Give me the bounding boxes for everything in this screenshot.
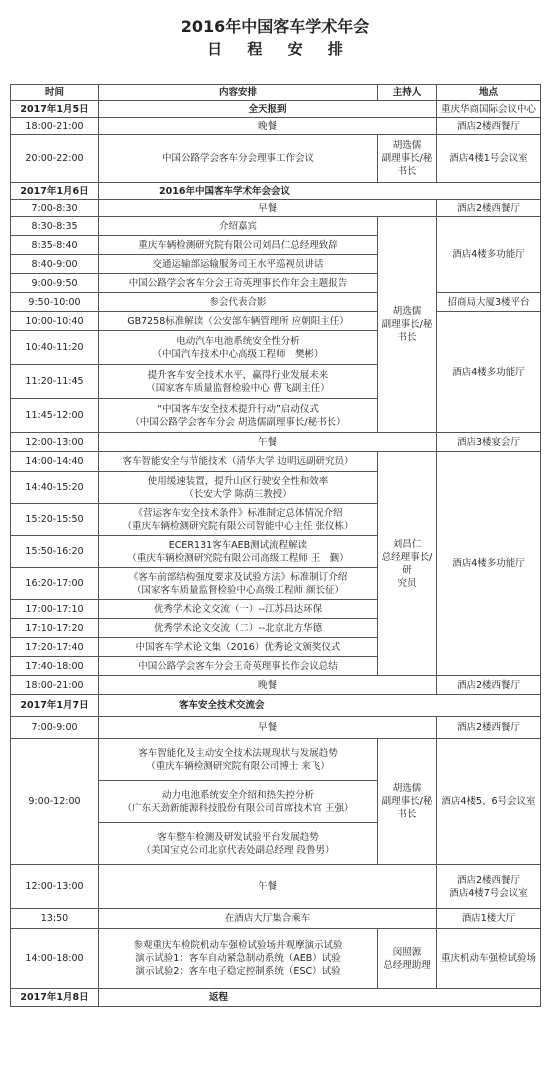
content-cell: 早餐 [99, 200, 437, 217]
table-header-row [11, 85, 541, 101]
day-label: 全天报到 [99, 101, 437, 118]
content-line: 参观重庆车检院机动车强检试验场并观摩演示试验 [133, 940, 343, 951]
content-line: 演示试验1：客车自动紧急制动系统（AEB）试验 [135, 953, 341, 964]
time-cell: 16:20-17:00 [11, 568, 99, 600]
content-line: （国家客车质量监督检验中心高级工程师 颜长征） [131, 584, 345, 596]
day-label: 客车安全技术交流会 [99, 695, 541, 717]
content-cell: 早餐 [99, 717, 437, 739]
host-line: 总经理助理 [383, 959, 431, 971]
content-line: （中国公路学会客车分会 胡选儒副理事长/秘书长） [130, 416, 346, 428]
time-cell: 10:00-10:40 [11, 312, 99, 331]
content-cell: 客车智能安全与节能技术（清华大学 边明远副研究员） [99, 452, 378, 472]
host-line: 总经理事长/研 [381, 551, 433, 576]
time-cell: 9:00-9:50 [11, 274, 99, 293]
content-cell [99, 929, 378, 989]
table-row [11, 676, 541, 695]
header-host: 主持人 [378, 85, 437, 101]
content-cell [99, 536, 378, 568]
time-cell: 9:50-10:00 [11, 293, 99, 312]
time-cell: 14:00-14:40 [11, 452, 99, 472]
host-line: 刘昌仁 [392, 538, 422, 550]
time-cell: 7:00-9:00 [11, 717, 99, 739]
time-cell: 9:00-12:00 [11, 739, 99, 865]
venue-cell [437, 865, 541, 909]
host-line: 副理事长/秘 [381, 319, 433, 330]
venue-cell: 酒店2楼西餐厅 [437, 118, 541, 135]
time-cell: 8:30-8:35 [11, 217, 99, 236]
content-line: 客车整车检测及研发试验平台发展趋势 [157, 831, 319, 843]
time-cell: 7:00-8:30 [11, 200, 99, 217]
time-cell: 18:00-21:00 [11, 118, 99, 135]
time-cell: 17:00-17:10 [11, 600, 99, 619]
venue-line: 酒店2楼西餐厅 [456, 874, 521, 886]
time-cell: 17:40-18:00 [11, 657, 99, 676]
table-row [11, 135, 541, 183]
content-cell: 晚餐 [99, 118, 437, 135]
time-cell: 8:40-9:00 [11, 255, 99, 274]
content-cell: 重庆车辆检测研究院有限公司刘昌仁总经理致辞 [99, 236, 378, 255]
content-cell [99, 568, 378, 600]
content-cell: 中国公路学会客车分会理事工作会议 [99, 135, 378, 183]
day-date: 2017年1月6日 [11, 183, 99, 200]
time-cell: 14:40-15:20 [11, 472, 99, 504]
venue-cell: 招商局大厦3楼平台 [437, 293, 541, 312]
host-cell [378, 135, 437, 183]
content-cell: 介绍嘉宾 [99, 217, 378, 236]
host-line: 闵照源 [392, 946, 422, 958]
time-cell: 14:00-18:00 [11, 929, 99, 989]
time-cell: 15:50-16:20 [11, 536, 99, 568]
content-line: （长安大学 陈荫三教授） [184, 488, 292, 500]
day-row [11, 695, 541, 717]
day-row [11, 183, 541, 200]
host-line: 书长 [397, 809, 417, 820]
venue-cell: 酒店2楼西餐厅 [437, 676, 541, 695]
content-cell: 优秀学术论文交流（一）--江苏昌达环保 [99, 600, 378, 619]
venue-cell: 酒店2楼西餐厅 [437, 717, 541, 739]
venue-cell: 酒店4楼多功能厅 [437, 452, 541, 676]
content-cell: 参会代表合影 [99, 293, 378, 312]
day-date: 2017年1月5日 [11, 101, 99, 118]
host-line: 副理事长/秘 [381, 796, 433, 807]
time-cell: 8:35-8:40 [11, 236, 99, 255]
document-subtitle: 日 程 安 排 [207, 40, 353, 58]
content-cell [99, 504, 378, 536]
content-cell [99, 472, 378, 504]
content-cell: 晚餐 [99, 676, 437, 695]
table-row [11, 865, 541, 909]
venue-cell: 酒店4楼多功能厅 [437, 217, 541, 293]
content-line: ECER131客车AEB测试流程解读 [168, 539, 308, 551]
host-cell [378, 929, 437, 989]
content-line: （重庆车辆检测研究院有限公司博士 来飞） [146, 760, 330, 772]
content-line: （国家客车质量监督检验中心 曹飞副主任） [146, 382, 330, 394]
content-line: 客车智能化及主动安全技术法规现状与发展趋势 [138, 747, 338, 759]
venue-cell: 酒店1楼大厅 [437, 909, 541, 929]
venue-line: 酒店4楼7号会议室 [449, 887, 528, 899]
content-line: （重庆车辆检测研究院有限公司智能中心主任 张仪栋） [122, 520, 354, 532]
time-cell: 17:20-17:40 [11, 638, 99, 657]
content-cell: 优秀学术论文交流（二）--北京北方华德 [99, 619, 378, 638]
table-row [11, 739, 541, 781]
content-cell: 午餐 [99, 433, 437, 452]
header-venue: 地点 [437, 85, 541, 101]
table-row [11, 433, 541, 452]
content-cell: 中国公路学会客车分会王奇英理事长作年会主题报告 [99, 274, 378, 293]
content-line: 电动汽车电池系统安全性分析 [176, 335, 300, 347]
day-venue: 重庆华商国际会议中心 [437, 101, 541, 118]
content-cell: 中国客车学术论文集（2016）优秀论文颁奖仪式 [99, 638, 378, 657]
time-cell: 18:00-21:00 [11, 676, 99, 695]
day-date: 2017年1月8日 [11, 989, 99, 1007]
header-content: 内容安排 [99, 85, 378, 101]
content-cell [99, 331, 378, 365]
content-cell: 午餐 [99, 865, 437, 909]
venue-cell: 酒店4楼5、6号会议室 [437, 739, 541, 865]
host-cell [378, 217, 437, 433]
schedule-table [10, 84, 541, 1007]
table-row [11, 717, 541, 739]
content-cell [99, 399, 378, 433]
table-row [11, 200, 541, 217]
host-line: 副理事长/秘 [381, 153, 433, 164]
table-row [11, 293, 541, 312]
time-cell: 13:50 [11, 909, 99, 929]
time-cell: 11:45-12:00 [11, 399, 99, 433]
content-line: 《营运客车安全技术条件》标准制定总体情况介绍 [133, 507, 343, 519]
day-row [11, 989, 541, 1007]
content-line: （广东天劲新能源科技股份有限公司首席技术官 王强） [122, 802, 354, 814]
content-cell: 在酒店大厅集合乘车 [99, 909, 437, 929]
content-line: 演示试验2：客车电子稳定控制系统（ESC）试验 [135, 966, 341, 977]
content-line: 使用缓速装置，提升山区行驶安全性和效率 [147, 475, 329, 487]
table-row [11, 118, 541, 135]
header-time: 时间 [11, 85, 99, 101]
content-cell: 交通运输部运输服务司王水平巡视员讲话 [99, 255, 378, 274]
day-label: 返程 [99, 989, 541, 1007]
time-cell: 12:00-13:00 [11, 865, 99, 909]
content-line: “中国客车安全技术提升行动”启动仪式 [157, 403, 319, 415]
venue-cell: 酒店3楼宴会厅 [437, 433, 541, 452]
host-line: 胡选儒 [392, 783, 422, 794]
time-cell: 11:20-11:45 [11, 365, 99, 399]
day-date: 2017年1月7日 [11, 695, 99, 717]
content-cell [99, 365, 378, 399]
venue-cell: 重庆机动车强检试验场 [437, 929, 541, 989]
content-line: （重庆车辆检测研究院有限公司高级工程师 王 觐） [127, 552, 349, 564]
content-line: 《客车前部结构强度要求及试验方法》标准制订介绍 [128, 571, 348, 583]
time-cell: 15:20-15:50 [11, 504, 99, 536]
content-cell [99, 823, 378, 865]
time-cell: 10:40-11:20 [11, 331, 99, 365]
content-line: 动力电池系统安全介绍和热失控分析 [161, 789, 314, 801]
content-line: （中国汽车技术中心高级工程师 樊彬） [152, 348, 324, 360]
time-cell: 12:00-13:00 [11, 433, 99, 452]
document-title: 2016年中国客车学术年会 [180, 17, 370, 36]
host-cell [378, 739, 437, 865]
table-row [11, 312, 541, 331]
host-line: 书长 [397, 332, 417, 343]
table-row [11, 929, 541, 989]
venue-cell: 酒店4楼1号会议室 [437, 135, 541, 183]
host-line: 书长 [397, 166, 417, 177]
table-row [11, 909, 541, 929]
day-row [11, 101, 541, 118]
content-line: 提升客车安全技术水平，赢得行业发展未来 [147, 369, 329, 381]
time-cell: 20:00-22:00 [11, 135, 99, 183]
host-cell [378, 452, 437, 676]
day-label: 2016年中国客车学术年会会议 [99, 183, 541, 200]
host-line: 究员 [397, 577, 417, 589]
content-cell: GB7258标准解读（公安部车辆管理所 应朝阳主任） [99, 312, 378, 331]
table-row [11, 217, 541, 236]
content-cell: 中国公路学会客车分会王奇英理事长作会议总结 [99, 657, 378, 676]
venue-cell: 酒店4楼多功能厅 [437, 312, 541, 433]
content-cell [99, 739, 378, 781]
host-line: 胡选儒 [392, 140, 422, 151]
venue-cell: 酒店2楼西餐厅 [437, 200, 541, 217]
table-row [11, 452, 541, 472]
time-cell: 17:10-17:20 [11, 619, 99, 638]
host-line: 胡选儒 [392, 306, 422, 317]
content-cell [99, 781, 378, 823]
content-line: （美国宝克公司北京代表处副总经理 段鲁男） [141, 844, 335, 856]
